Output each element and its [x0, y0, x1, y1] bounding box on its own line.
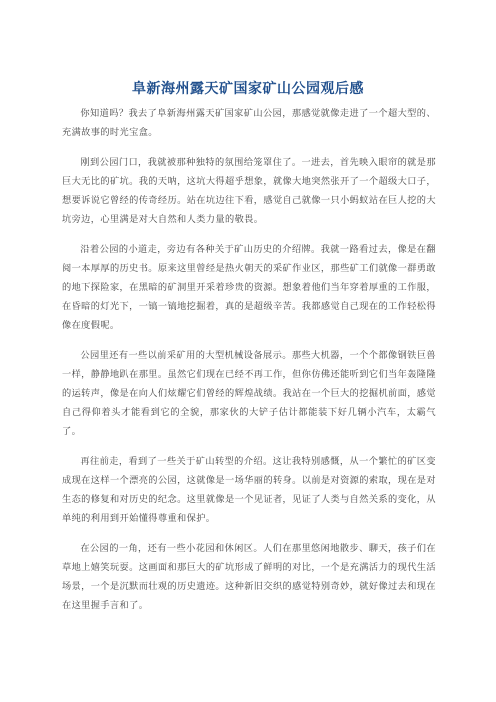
document-body — [62, 104, 436, 626]
paragraph-4: 公园里还有一些以前采矿用的大型机械设备展示。那些大机器，一个个都像钢铁巨兽一样，静静地趴在那里。虽然它们现在已经不再工作，但你仿佛还能听到它们当年轰隆隆的运转声，像是在向人们炫耀它们曾经的辉煌战绩。我站在一个巨大的挖掘机前面，感觉自己得仰着头才能看到它的全貌，那家伙的大铲子估计都能装下好几辆小汽车，太霸气了。 — [62, 350, 436, 437]
paragraph-1: 你知道吗？我去了阜新海州露天矿国家矿山公园，那感觉就像走进了一个超大型的、充满故事的时光宝盒。 — [62, 108, 436, 138]
paragraph-2: 刚到公园门口，我就被那种独特的氛围给笼罩住了。一进去，首先映入眼帘的就是那巨大无比的矿坑。我的天呐，这坑大得超乎想象，就像大地突然张开了一个超级大口子，想要诉说它曾经的传奇经历。站在坑边往下看，感觉自己就像一只小蚂蚁站在巨人挖的大坑旁边，心里满是对大自然和人类力量的敬畏。 — [62, 157, 436, 225]
paragraph-5: 再往前走，看到了一些关于矿山转型的介绍。这让我特别感慨，从一个繁忙的矿区变成现在这样一个漂亮的公园，这就像是一场华丽的转身。以前是对资源的索取，现在是对生态的修复和对历史的纪念。这里就像是一个见证者，见证了人类与自然关系的变化，从单纯的利用到开始懂得尊重和保护。 — [62, 456, 436, 524]
paragraph-3: 沿着公园的小道走，旁边有各种关于矿山历史的介绍牌。我就一路看过去，像是在翻阅一本厚厚的历史书。原来这里曾经是热火朝天的采矿作业区，那些矿工们就像一群勇敢的地下探险家，在黑暗的矿洞里开采着珍贵的资源。想象着他们当年穿着厚重的工作服，在昏暗的灯光下，一镐一镐地挖掘着，真的是超级辛苦。我都感觉自己现在的工作轻松得像在度假呢。 — [62, 244, 436, 331]
document-title: 阜新海州露天矿国家矿山公园观后感 — [132, 81, 364, 97]
paragraph-6: 在公园的一角，还有一些小花园和休闲区。人们在那里悠闲地散步、聊天，孩子们在草地上嬉笑玩耍。这画面和那巨大的矿坑形成了鲜明的对比，一个是充满活力的现代生活场景，一个是沉默而壮观的历史遗迹。这种新旧交织的感觉特别奇妙，就好像过去和现在在这里握手言和了。 — [62, 543, 436, 611]
